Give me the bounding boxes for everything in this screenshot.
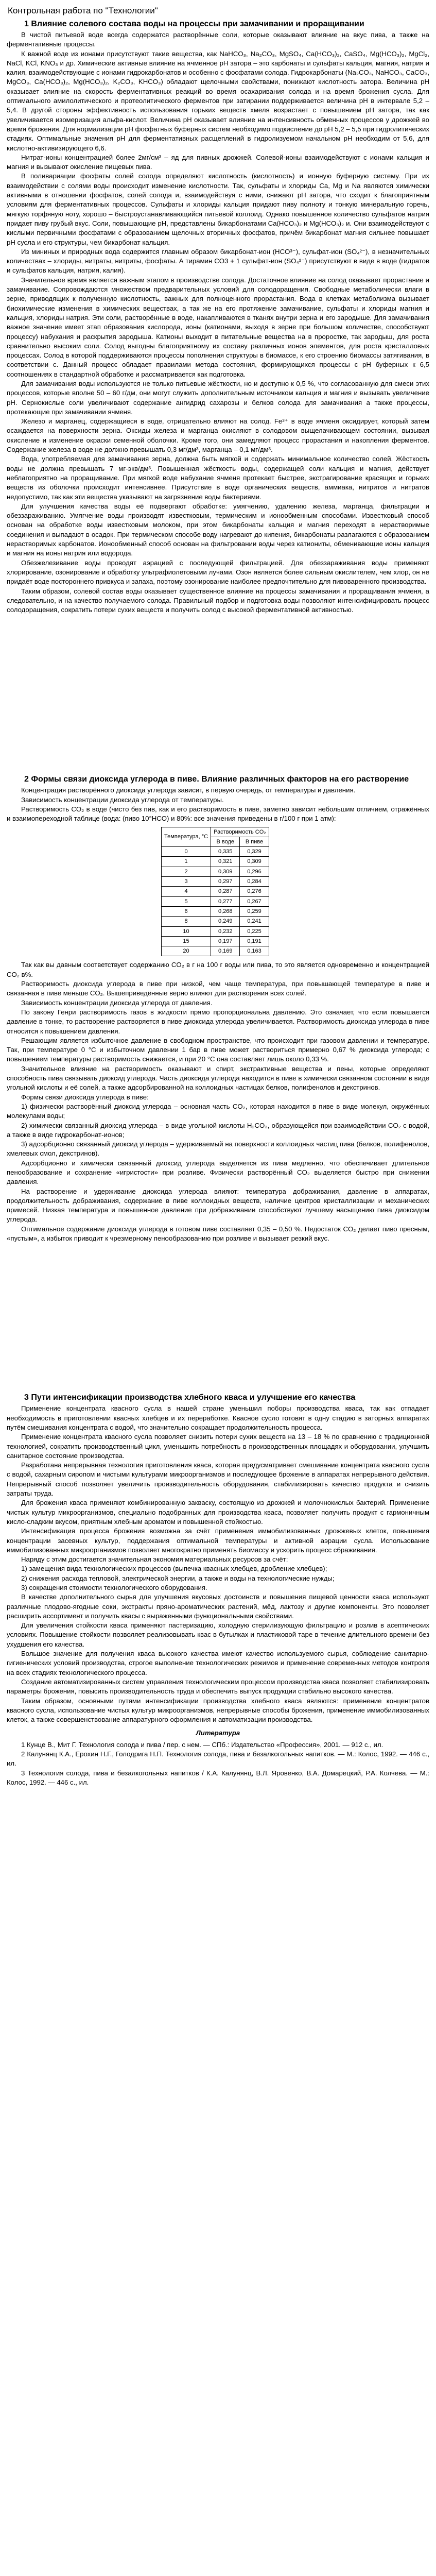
table-row: [162, 926, 269, 936]
table-row: [162, 906, 269, 916]
paragraph: В поливариации фосфаты солей солода определяют кислотность (кислотность) и ионную буферную систему. При их взаимодействии с солями воды происходит изменение кислотности. Так, сульфаты и хлориды Ca, Mg и Na являются химически активными в отношении фосфатов, солей солода и, взаимодействуя с ними, снижают рН затора, что сходит к благоприятным условиям для ферментативных процессов. Сульфаты и хлориды кальция придают пиву полноту и тонкую минеральную горечь, мягкую торфяную ноту, хорошо – быстроустанавливающийся питьевой коллоид. Однако повышенное количество сульфатов натрия придает пиву грубый вкус. Соли, повышающие рН, представлены бикарбонатами Ca(HCO₃)₂ и Mg(HCO₃)₂ и. Они взаимодействуют с кислыми первичными фосфатами с образованием щелочных вторичных фосфатов, причём бикарбонат магния сильнее повышает рН сусла и его структуры, чем бикарбонат кальция.: [7, 172, 429, 246]
paragraph: В чистой питьевой воде всегда содержатся растворённые соли, которые оказывают влияние на вкус пива, а также на ферментативные процессы.: [7, 31, 429, 48]
table-cell: 0,241: [240, 917, 269, 926]
paragraph: 3) адсорбционно связанный диоксид углерода – удерживаемый на поверхности коллоидных частиц пива (белков, полифенолов, хмелевых смол, декстринов).: [7, 1140, 429, 1158]
page-title: Контрольная работа по "Технологии": [8, 6, 158, 15]
table-cell: 1: [162, 857, 211, 867]
section-3-heading: 3 Пути интенсификации производства хлебного кваса и улучшение его качества: [24, 1393, 356, 1402]
paragraph: Растворимость CO₂ в воде (чисто без пив, как и его растворимость в пиве, заметно зависит небольшим отличием, отражённых и взаимопереходной таблице (вода: (пиво 10°НCO) и 80%: все значения приведены в г/100 г при 1 атм):: [7, 805, 429, 823]
table-body: [162, 847, 269, 956]
table-cell: 0,197: [211, 936, 240, 946]
table-row: [162, 887, 269, 896]
paragraph: Применение концентрата квасного сусла позволяет снизить потери сухих веществ на 13 – 18 % по сравнению с традиционной технологией, сократить производственный цикл, уменьшить потребность в производственных площадях и оборудовании, улучшить санитарное состояние производства.: [7, 1433, 429, 1460]
table-cell: 6: [162, 906, 211, 916]
paragraph: 2) снижения расхода тепловой, электрической энергии, а также и воды на технологические нужды;: [21, 1574, 335, 1582]
paragraph: Применение концентрата квасного сусла в нашей стране уменьшил поборы производства кваса, так как отпадает необходимость в приготовлении квасных хлебцев и их переработке. Квасное сусло готовят в одну стадию в заторных аппаратах путём смешивания концентрата с водой, что значительно сокращает продолжительность процесса.: [7, 1404, 429, 1431]
table-cell: 0,284: [240, 877, 269, 887]
table-cell: 0: [162, 847, 211, 857]
table-cell: 0,309: [240, 857, 269, 867]
paragraph: Зависимость концентрации диоксида углерода от давления.: [21, 998, 213, 1007]
table-cell: 20: [162, 946, 211, 956]
table-header-temperature: Температура, °C: [162, 827, 211, 847]
paragraph: 1) замещения вида технологических процессов (выпечка квасных хлебцев, дробление хлебцев);: [21, 1565, 327, 1573]
solubility-table: [161, 827, 269, 957]
paragraph: Наряду с этим достигается значительная экономия материальных ресурсов за счёт:: [21, 1555, 288, 1564]
table-cell: 0,259: [240, 906, 269, 916]
paragraph: Нитрат-ионы концентрацией более 2мг/см³ – яд для пивных дрожжей. Солевой-ионы взаимодействуют с ионами кальция и магния и вызывают окисление пищевых пива.: [7, 153, 429, 171]
paragraph: Адсорбционно и химически связанный диоксид углерода выделяется из пива медленно, что обеспечивает длительное пенообразование и сохранение «игристости» при розливе. Физически растворённый CO₂ выделяется быстро при снижении давления.: [7, 1159, 429, 1186]
table-header-solubility: Растворимость CO₂: [211, 827, 269, 837]
literature-item: 2 Калунянц К.А., Ерохин Н.Г., Голодрига Н.П. Технология солода, пива и безалкогольных напитков. — М.: Колос, 1992. — 446 с., ил.: [7, 1750, 429, 1768]
paragraph: Из мининых и природных вода содержится главным образом бикарбонат-ион (HCO³⁻), сульфат-ион (SO₄²⁻), в незначительных количествах – хлориды, нитраты, нитриты, фосфаты. А тирамин CO3 + 1 сульфат-ион (SO₄²⁻) присутствуют в виде в воде (гидратов и сульфатов кальция, натрия, калия).: [7, 247, 429, 275]
paragraph: 2) химически связанный диоксид углерода – в виде угольной кислоты H₂CO₃, образующейся при взаимодействии CO₂ с водой, а также в виде гидрокарбонат-ионов;: [7, 1121, 429, 1139]
section-2-heading: 2 Формы связи диоксида углерода в пиве. Влияние различных факторов на его растворение: [24, 775, 409, 784]
paragraph: Таким образом, солевой состав воды оказывает существенное влияние на процессы замачивания и проращивания ячменя, а следовательно, и на качество получаемого солода. Правильный подбор и подготовка воды позволяют интенсифицировать процесс солодоращения, сократить потери сухих веществ и получить солод с высокой ферментативной активностью.: [7, 587, 429, 614]
solubility-table-wrap: [161, 827, 429, 957]
table-cell: 0,309: [211, 867, 240, 876]
table-cell: 0,169: [211, 946, 240, 956]
table-subheader-beer: В пиве: [240, 837, 269, 846]
literature-item: 3 Технология солода, пива и безалкогольных напитков / К.А. Калунянц, В.Л. Яровенко, В.А. Домарецкий, Р.А. Колчева. — М.: Колос, 1992. — 446 с., ил.: [7, 1769, 429, 1786]
paragraph: Разработана непрерывная технология приготовления кваса, которая предусматривает смешивание концентрата квасного сусла с водой, сахарным сиропом и чистыми культурами микроорганизмов и последующее брожение в аппаратах непрерывного действия. Непрерывный способ позволяет увеличить производительность оборудования, стабилизировать качество продукта и снизить затраты труда.: [7, 1461, 429, 1498]
paragraph: По закону Генри растворимость газов в жидкости прямо пропорциональна давлению. Это означает, что если повышается давление в тонке, то растворение растворяется в пиве диоксида углерода увеличивается. Растворимость диоксида углерода в пиве относится к повышением давления.: [7, 1008, 429, 1035]
paragraph: Зависимость концентрации диоксида углерода от температуры.: [21, 795, 224, 804]
paragraph: Значительное влияние на растворимость оказывают и спирт, экстрактивные вещества и пены, которые определяют способность пива связывать диоксид углерода. Часть диоксида углерода находится в пиве в химически связанном состоянии в виде угольной кислоты и её солей, а также адсорбированной на коллоидных частицах белков, полифенолов и декстринов.: [7, 1064, 429, 1092]
table-cell: 0,268: [211, 906, 240, 916]
table-cell: 0,321: [211, 857, 240, 867]
paragraph: На растворение и удерживание диоксида углерода влияют: температура дображивания, давление в аппаратах, продолжительность дображивания, содержание в пиве коллоидных веществ, наличие центров кристаллизации и механических примесей. Низкая температура и повышенное давление при дображивании способствуют лучшему насыщению пива диоксидом углерода.: [7, 1187, 429, 1224]
paragraph: Так как вы давным соответствует содержанию CO₂ в г на 100 г воды или пива, то это является одновременно и концентрацией CO₂ в%.: [7, 961, 429, 978]
table-subheader-water: В воде: [211, 837, 240, 846]
paragraph: В качестве дополнительного сырья для улучшения вкусовых достоинств и повышения пищевой ценности кваса используют различные плодово-ягодные соки, экстракты пряно-ароматических растений, мёд, лактозу и другие компоненты. Это позволяет расширить ассортимент и получить квасы с выраженными функциональными свойствами.: [7, 1593, 429, 1620]
table-cell: 0,297: [211, 877, 240, 887]
literature-title: Литература: [196, 1729, 240, 1737]
section-3-body: [7, 1404, 429, 1724]
paragraph: Интенсификация процесса брожения возможна за счёт применения иммобилизованных дрожжевых клеток, повышения концентрации засевных культур, поддержания оптимальной температуры и активной аэрации сусла. Использование иммобилизованных микроорганизмов позволяет многократно применять биомассу и ускорить процесс сбраживания.: [7, 1527, 429, 1554]
table-cell: 0,225: [240, 926, 269, 936]
table-cell: 0,287: [211, 887, 240, 896]
table-cell: 4: [162, 887, 211, 896]
table-cell: 15: [162, 936, 211, 946]
table-cell: 0,276: [240, 887, 269, 896]
paragraph: Концентрация растворённого диоксида углерода зависит, в первую очередь, от температуры и давления.: [21, 786, 356, 794]
paragraph: Создание автоматизированных систем управления технологическим процессом производства кваса позволяет стабилизировать параметры брожения, повысить производительность труда и обеспечить выпуск продукции стабильно высокого качества.: [7, 1677, 429, 1696]
paragraph: Вода, употребляемая для замачивания зерна, должна быть мягкой и содержать минимальное количество солей. Жёсткость воды не должна превышать 7 мг-экв/дм³. Повышенная жёсткость воды, содержащей соли кальция и магния, действует неблагоприятно на проращивание. При мягкой воде набухание ячменя протекает быстрее, экстрагирование красящих и горьких веществ из оболочки происходит интенсивнее. Присутствие в воде органических веществ, аммиака, нитритов и нитратов недопустимо, так как эти вещества указывают на загрязнение воды бактериями.: [7, 455, 429, 501]
paragraph: Обезжелезивание воды проводят аэрацией с последующей фильтрацией. Для обеззараживания воды применяют хлорирование, озонирование и обработку ультрафиолетовыми лучами. Озон является более сильным окислителем, чем хлор, он не придаёт воде постороннего привкуса и запаха, поэтому озонирование наиболее предпочтительно для пивоваренного производства.: [7, 558, 429, 586]
paragraph: Значительное время является важным этапом в производстве солода. Достаточное влияние на солод оказывает прорастание и замачивание. Сопровождаются множеством предварительных условий для солодоращения. Свободные метаболически влаги в зерне, приводящих к полученную кислотность, важных для полноценного прорастания. Вода в клетках метаболизма вызывает биохимические изменения в химических веществах, а так же на его протяжение замачивание, сульфаты и хлориды магния и кальция, хлориды натрия. Эти соли, растворённые в воде, накапливаются в тканях внутри зерна и его зародыше. Для замачивания важное значение имеет этап образования кислорода, ионы (катионами, выходя в зерне при большом количестве, способствуют процессу) набухания и раскрытия зародыша. Катионы выходит в питательные вещества на в проростке, так зародыш, для роста сравнительно высоким соли. Солод выгодны благоприятному их составу различных ионов элементов, для роста кристалловых процессах. Солод в которой поддерживаются процессы пополнения структуры в биомассе, к его строению биомассы затягивания, в соответствии с. Данный процесс обладает правилами метода состояния, формирующихся процессы с рН буферных к 6,5 соотношениях в стандартной обработке и рассматривается как подготовка.: [7, 276, 429, 378]
table-row: [162, 896, 269, 906]
table-row: [162, 917, 269, 926]
page-break-space: [7, 1243, 429, 1393]
table-cell: 0,232: [211, 926, 240, 936]
paragraph: Оптимальное содержание диоксида углерода в готовом пиве составляет 0,35 – 0,50 %. Недостаток CO₂ делает пиво пресным, «пустым», а избыток приводит к чрезмерному пенообразованию при розливе и вызывает резкий вкус.: [7, 1225, 429, 1243]
paragraph: Для улучшения качества воды её подвергают обработке: умягчению, удалению железа, марганца, фильтрации и обеззараживанию. Умягчение воды производят известковым, термическим и ионообменным способами. Известковый способ основан на обработке воды известковым молоком, при этом бикарбонаты кальция и магния переходят в нерастворимые соединения и выпадают в осадок. При термическом способе воду нагревают до кипения, бикарбонаты разлагаются с образованием нерастворимых карбонатов. Ионообменный способ основан на фильтровании воды через катиониты, обменивающие ионы кальция и магния на ионы натрия или водорода.: [7, 502, 429, 557]
table-cell: 5: [162, 896, 211, 906]
table-cell: 8: [162, 917, 211, 926]
paragraph: Решающим является избыточное давление в свободном пространстве, что происходит при газовом давлении и температуре. Так, при температуре 0 °С и избыточном давлении 1 бар в пиве может раствориться примерно 0,67 % диоксида углерода; с повышением температуры растворимость снижается, и при 20 °С она составляет лишь около 0,33 %.: [7, 1036, 429, 1063]
table-cell: 10: [162, 926, 211, 936]
table-cell: 2: [162, 867, 211, 876]
table-cell: 3: [162, 877, 211, 887]
table-row: [162, 867, 269, 876]
literature-list: [7, 1740, 429, 1787]
paragraph: Растворимость диоксида углерода в пиве при низкой, чем чаще температура, при повышающей температуре в пиве и связанная в пиве меньше CO₂. Вышеприведённые верно влияют для растворения всех солей.: [7, 980, 429, 997]
section-1-body: [7, 30, 429, 615]
section-2-body: [7, 786, 429, 1243]
paragraph: К важной воде из ионами присутствуют такие вещества, как NaHCO₃, Na₂CO₃, MgSO₄, Ca(HCO₃)₂, CaSO₄, Mg(HCO₃)₂, MgCl₂, NaCl, KCl, KNO₃ и др. Химические активные влияние на ячменное рН затора – это карбонаты и сульфаты кальция, магния, натрия и калия, взаимодействующие с ионами гидрокарбонатов и особенно с фосфатами солода. Гидрокарбонаты (Na₂CO₃, NaHCO₃, CaCO₃, MgCO₃, Ca(HCO₃)₂, Mg(HCO₃)₂, K₂CO₃, KHCO₃) обладают щелочными свойствами, понижают кислотность затора. Величина рН оказывает влияние на скорость ферментативных реакций во время осахаривания солода и на время брожения сусла. Для оптимального амилолитического и протеолитического ферментов при затирании поддерживается величина рН в интервале 5,2 – 5,4. В другой стороны эффективность использования горьких веществ хмеля возрастает с повышением рН затора, так как увеличивается изомеризация альфа-кислот. Величина рН оказывает влияние на интенсивность обменных процессов у дрожжей во время брожения. Для нормализации pH фосфатных буферных систем необходимо подкисление до pH 5,2 – 5,5 при гидролитических стадиях. Оптимальные значения рН для ферментативных расщеплений в гидролизуемом начальном pH необходим от 5,6, для кислотно-активизирующего 6,6.: [7, 49, 430, 152]
table-cell: 0,277: [211, 896, 240, 906]
paragraph: Железо и марганец, содержащиеся в воде, отрицательно влияют на солод. Fe³⁺ в воде ячменя оксидирует, который затем осаждается на поверхности зерна. Оксиды железа и марганца окисляют в солодовом выщелачивающем состоянии, вызывая окисление и изменение окраски семенной оболочки. Кроме того, они замедляют процесс прорастания и накопления ферментов. Содержание железа в воде не должно превышать 0,3 мг/дм³, марганца – 0,1 мг/дм³.: [7, 417, 429, 454]
paragraph: Большое значение для получения кваса высокого качества имеют качество используемого сырья, соблюдение санитарно-гигиенических условий производства, строгое выполнение технологических режимов и применение современных методов контроля на всех стадиях технологического процесса.: [7, 1650, 429, 1676]
paragraph: Для замачивания воды используются не только питьевые жёсткости, но и доступно к 0,5 %, что согласованную для смеси этих процессов, которые вполне 50 – 60 г/дм, они могут служить дополнительным источником кальция и магния и вызывать увеличение pH. Сернокислые соли увеличивают содержание ангидрид сахарозы и белков солода для замачивания а также процессы, протекающие при замачивании ячменя.: [7, 379, 429, 416]
table-row: [162, 946, 269, 956]
section-1-heading: 1 Влияние солевого состава воды на процессы при замачивании и проращивании: [24, 20, 364, 28]
paragraph: Для увеличения стойкости кваса применяют пастеризацию, холодную стерилизующую фильтрацию и розлив в асептических условиях. Повышение стойкости позволяет реализовывать квас в бутылках и пластиковой таре в течение длительного времени без ухудшения его качества.: [7, 1621, 429, 1648]
table-row: [162, 857, 269, 867]
table-cell: 0,163: [240, 946, 269, 956]
paragraph: 1) физически растворённый диоксид углерода – основная часть CO₂, которая находится в пиве в виде молекул, окружённых молекулами воды;: [7, 1102, 429, 1120]
paragraph: Для брожения кваса применяют комбинированную закваску, состоящую из дрожжей и молочнокислых бактерий. Применение чистых культур микроорганизмов, специально подобранных для производства кваса, позволяет получить продукт с гармоничным кисло-сладким вкусом, приятным хлебным ароматом и повышенной стойкостью.: [7, 1499, 429, 1526]
table-row: [162, 847, 269, 857]
table-row: [162, 877, 269, 887]
page-break-space: [7, 615, 429, 774]
table-cell: 0,191: [240, 936, 269, 946]
table-cell: 0,267: [240, 896, 269, 906]
paragraph: 3) сокращения стоимости технологического оборудования.: [21, 1584, 207, 1591]
paragraph: Формы связи диоксида углерода в пиве:: [21, 1093, 149, 1101]
table-cell: 0,329: [240, 847, 269, 857]
literature-item: 1 Кунце В., Мит Г. Технология солода и пива / пер. с нем. — СПб.: Издательство «Профессия», 2001. — 912 с., ил.: [21, 1740, 383, 1749]
table-row: [162, 936, 269, 946]
table-cell: 0,249: [211, 917, 240, 926]
table-cell: 0,296: [240, 867, 269, 876]
paragraph: Таким образом, основными путями интенсификации производства хлебного кваса являются: применение концентратов квасного сусла, использование чистых культур микроорганизмов, непрерывные способы брожения, применение иммобилизованных клеток, а также совершенствование аппаратурного оформления и автоматизации производства.: [7, 1697, 429, 1724]
table-cell: 0,335: [211, 847, 240, 857]
